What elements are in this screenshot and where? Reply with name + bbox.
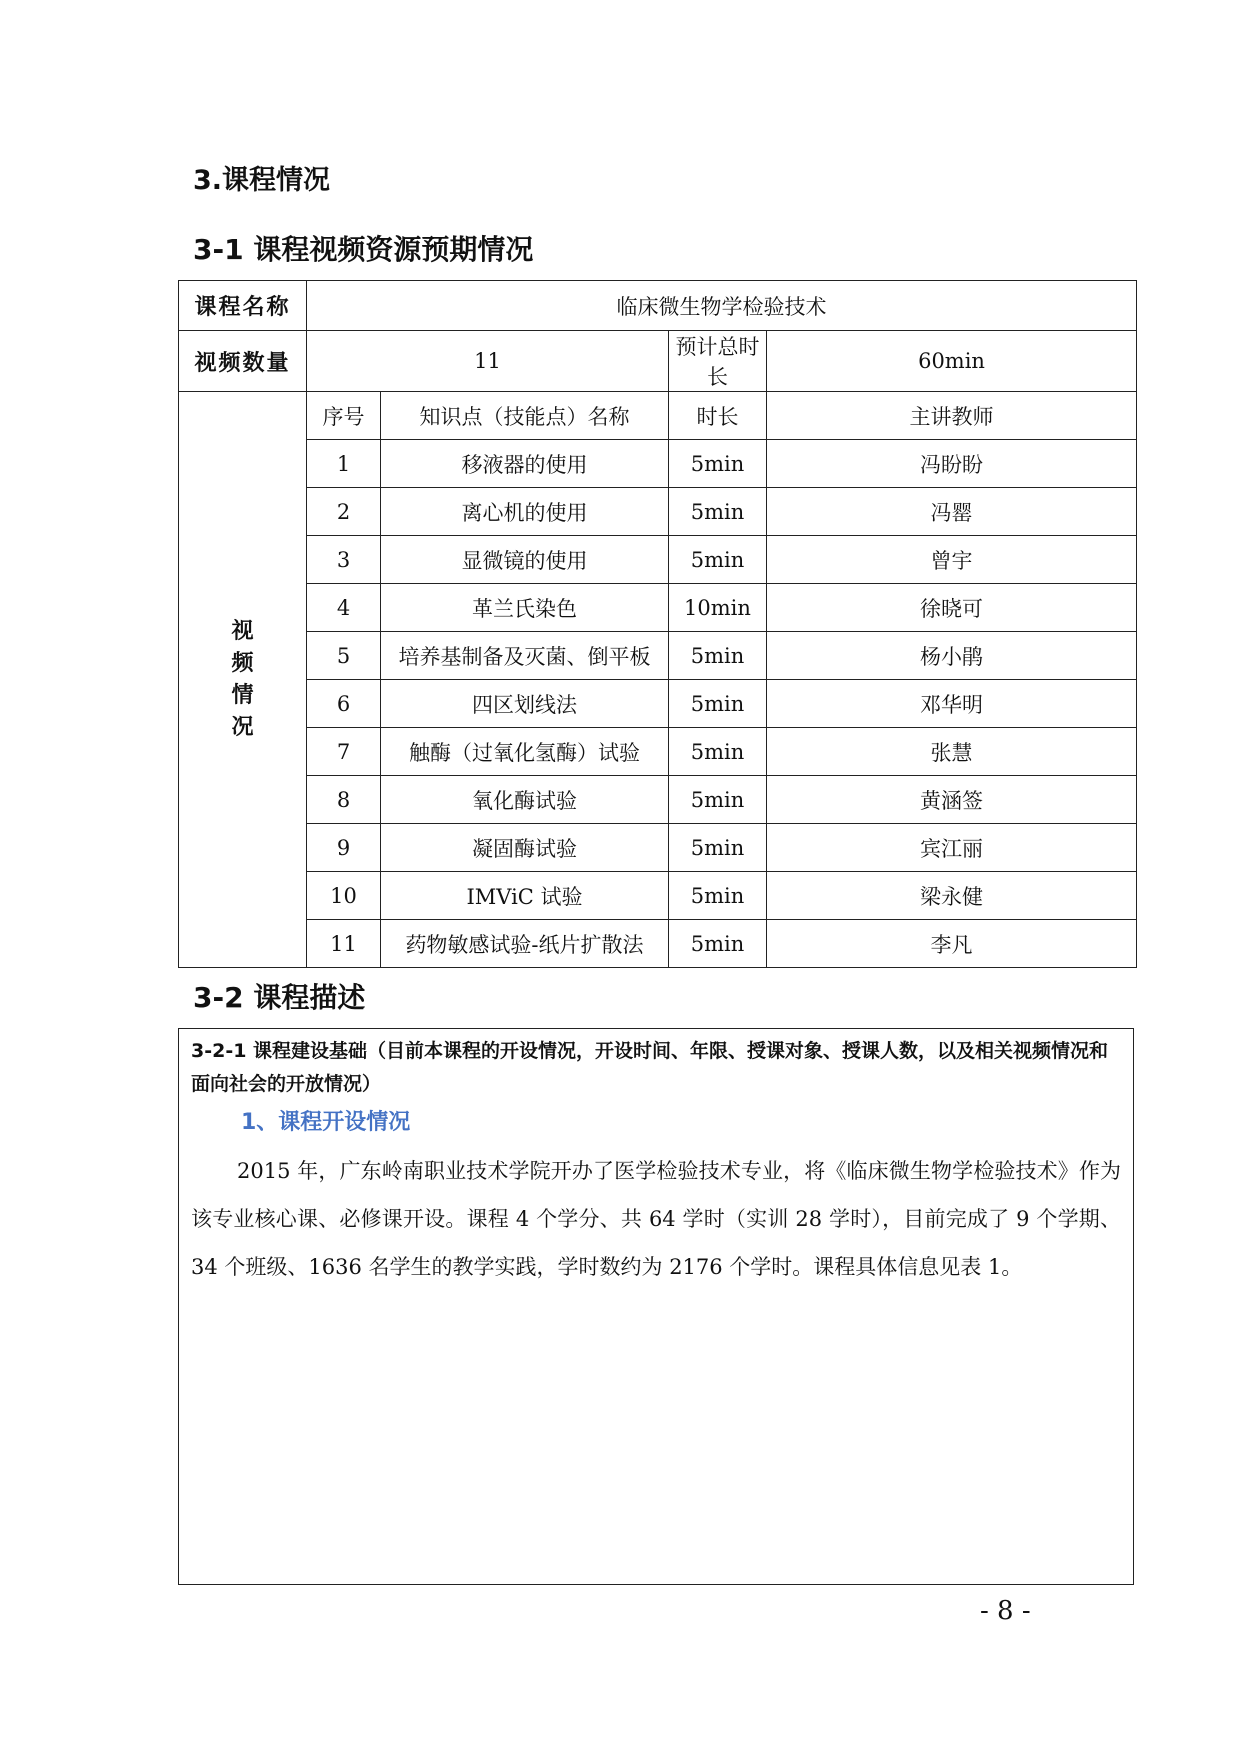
row-no: 3 [307, 536, 381, 584]
table-row [179, 632, 1137, 680]
video-section-label-char: 视 [231, 618, 254, 644]
table-row [179, 824, 1137, 872]
row-teacher: 张慧 [767, 728, 1137, 776]
table-row [179, 536, 1137, 584]
row-duration: 5min [669, 872, 767, 920]
total-duration-label: 预计总时长 [669, 331, 767, 392]
row-duration: 5min [669, 536, 767, 584]
row-teacher: 梁永健 [767, 872, 1137, 920]
row-no: 8 [307, 776, 381, 824]
description-box [178, 1028, 1134, 1585]
course-opening-paragraph: 2015 年，广东岭南职业技术学院开办了医学检验技术专业，将《临床微生物学检验技术》作为该专业核心课、必修课开设。课程 4 个学分、共 64 学时（实训 28 学时），目前完成了 9 个学期、34 个班级、1636 名学生的教学实践，学时数约为 2176 个学时。课程具体信息见表 1。 [191, 1159, 1121, 1279]
row-no: 4 [307, 584, 381, 632]
video-section-label [179, 392, 307, 968]
row-no: 10 [307, 872, 381, 920]
row-teacher: 曾宇 [767, 536, 1137, 584]
row-no: 9 [307, 824, 381, 872]
row-teacher: 邓华明 [767, 680, 1137, 728]
row-duration: 5min [669, 632, 767, 680]
row-topic: 四区划线法 [381, 680, 669, 728]
row-topic: 凝固酶试验 [381, 824, 669, 872]
row-duration: 5min [669, 440, 767, 488]
row-duration: 5min [669, 680, 767, 728]
table-row [179, 680, 1137, 728]
row-no: 6 [307, 680, 381, 728]
video-section-label-char: 况 [231, 714, 254, 740]
row-no: 5 [307, 632, 381, 680]
video-section-label-char: 情 [231, 682, 254, 708]
row-teacher: 杨小鹃 [767, 632, 1137, 680]
row-duration: 10min [669, 584, 767, 632]
row-duration: 5min [669, 824, 767, 872]
row-topic: 药物敏感试验-纸片扩散法 [381, 920, 669, 968]
table-row [179, 920, 1137, 968]
table-row [179, 728, 1137, 776]
table-row [179, 488, 1137, 536]
course-video-table [178, 280, 1137, 968]
video-count-row [179, 331, 1137, 392]
row-no: 11 [307, 920, 381, 968]
row-duration: 5min [669, 728, 767, 776]
row-duration: 5min [669, 488, 767, 536]
video-count-label: 视频数量 [179, 331, 307, 392]
row-duration: 5min [669, 776, 767, 824]
row-teacher: 宾江丽 [767, 824, 1137, 872]
course-opening-heading: 1、课程开设情况 [241, 1110, 411, 1135]
row-topic: 培养基制备及灭菌、倒平板 [381, 632, 669, 680]
subsection-heading-video: 3-1 课程视频资源预期情况 [193, 233, 534, 266]
course-name-label: 课程名称 [179, 281, 307, 331]
row-teacher: 徐晓可 [767, 584, 1137, 632]
total-duration-value: 60min [767, 331, 1137, 392]
row-teacher: 黄涵签 [767, 776, 1137, 824]
row-teacher: 冯盼盼 [767, 440, 1137, 488]
row-no: 7 [307, 728, 381, 776]
table-row [179, 776, 1137, 824]
row-no: 2 [307, 488, 381, 536]
row-topic: 氧化酶试验 [381, 776, 669, 824]
video-section-label-char: 频 [231, 650, 254, 676]
table-header-row [179, 392, 1137, 440]
column-header-no: 序号 [307, 392, 381, 440]
column-header-topic: 知识点（技能点）名称 [381, 392, 669, 440]
row-no: 1 [307, 440, 381, 488]
row-topic: 显微镜的使用 [381, 536, 669, 584]
section-heading: 3.课程情况 [193, 165, 331, 196]
row-topic: 移液器的使用 [381, 440, 669, 488]
subsection-heading-description: 3-2 课程描述 [193, 981, 366, 1014]
page-number: - 8 - [980, 1596, 1031, 1626]
course-name-value: 临床微生物学检验技术 [307, 281, 1137, 331]
row-teacher: 冯罂 [767, 488, 1137, 536]
row-teacher: 李凡 [767, 920, 1137, 968]
table-row [179, 440, 1137, 488]
row-duration: 5min [669, 920, 767, 968]
row-topic: IMViC 试验 [381, 872, 669, 920]
row-topic: 触酶（过氧化氢酶）试验 [381, 728, 669, 776]
row-topic: 革兰氏染色 [381, 584, 669, 632]
table-row [179, 584, 1137, 632]
column-header-teacher: 主讲教师 [767, 392, 1137, 440]
video-count-value: 11 [307, 331, 669, 392]
course-name-row [179, 281, 1137, 331]
table-row [179, 872, 1137, 920]
row-topic: 离心机的使用 [381, 488, 669, 536]
column-header-duration: 时长 [669, 392, 767, 440]
description-title: 3-2-1 课程建设基础（目前本课程的开设情况，开设时间、年限、授课对象、授课人数，以及相关视频情况和面向社会的开放情况） [191, 1040, 1109, 1095]
